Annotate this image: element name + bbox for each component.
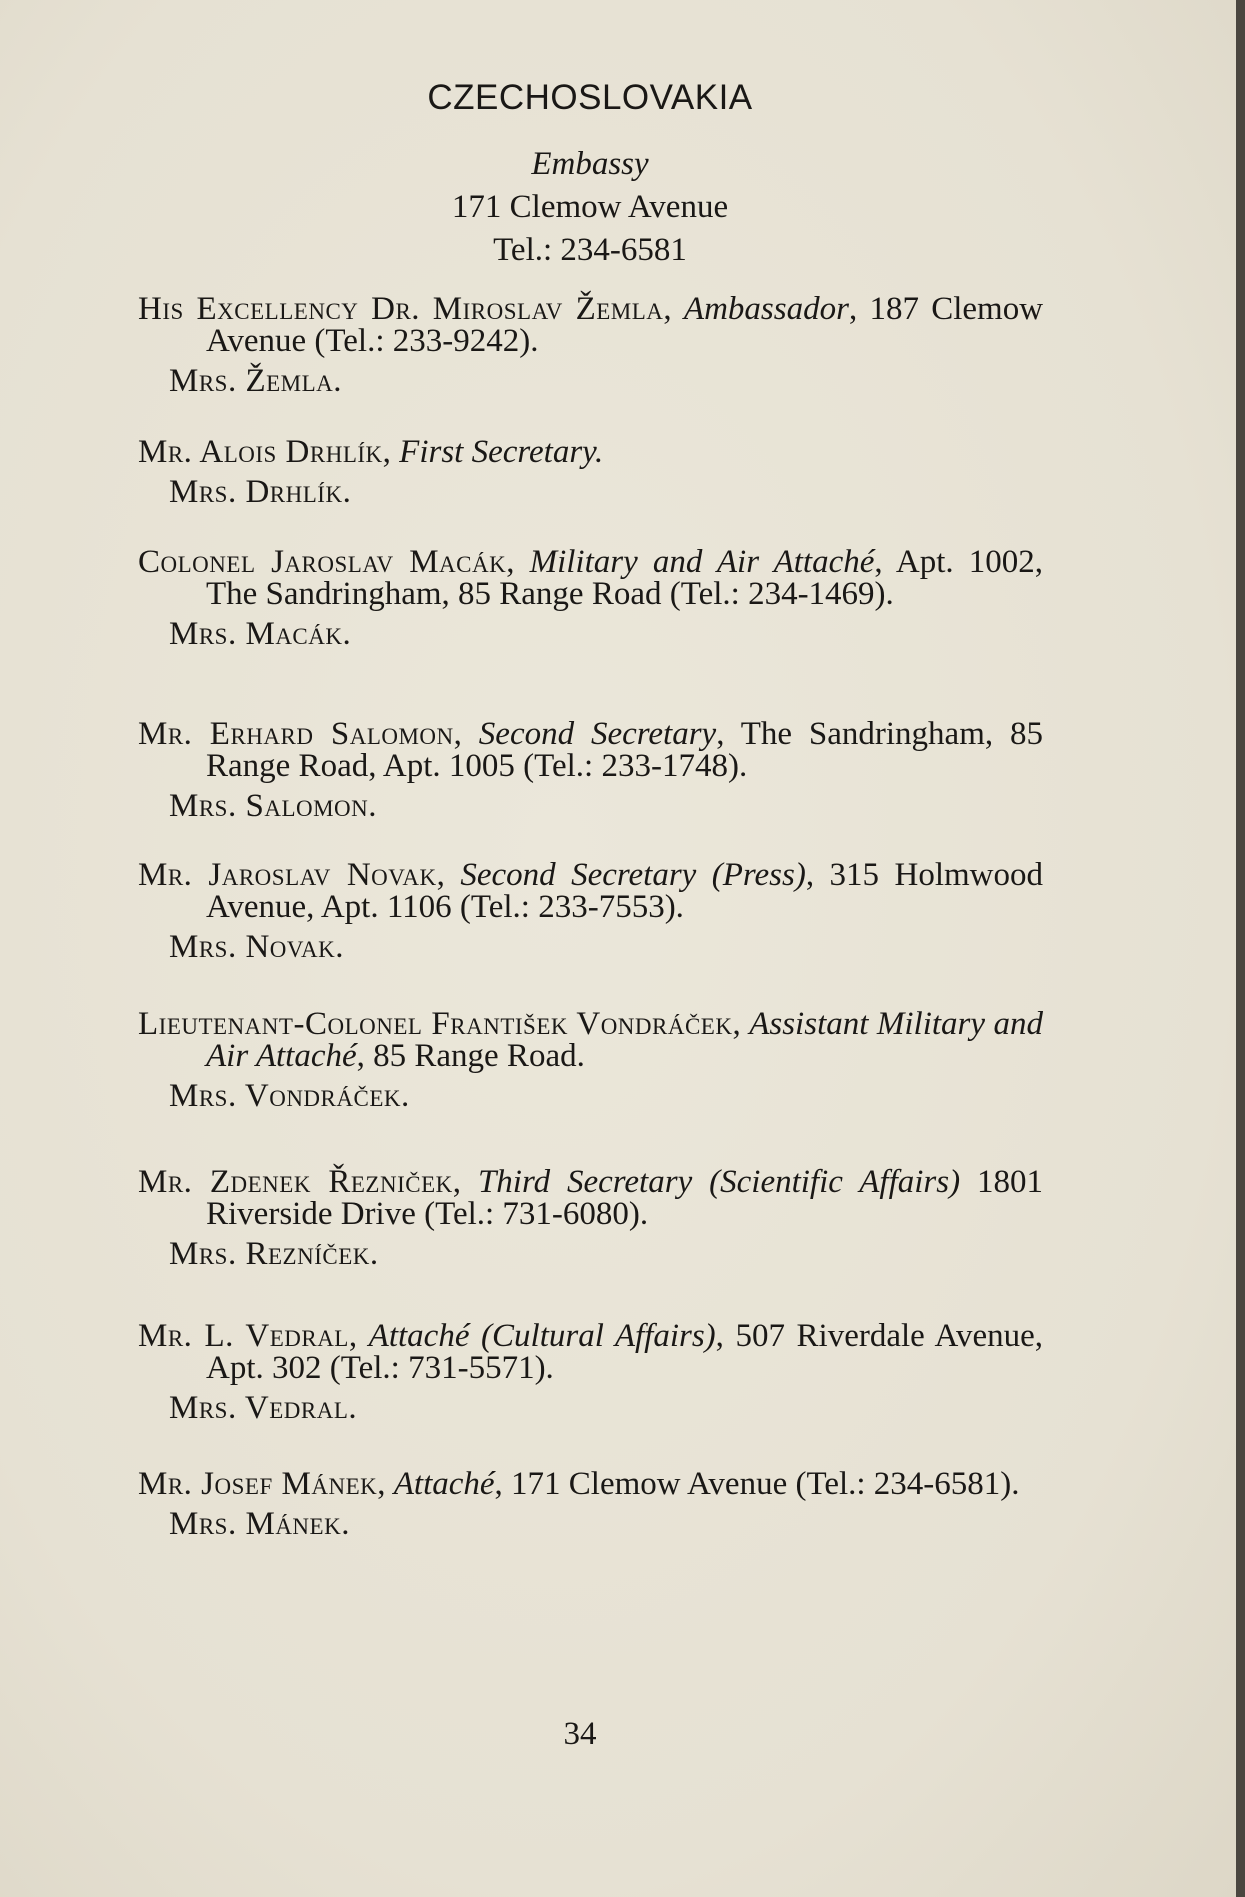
entry-spouse: Mrs. Salomon. <box>169 788 378 824</box>
entry-name: Lieutenant-Colonel František Vondráček <box>138 1006 733 1042</box>
entry-name: Mr. Jaroslav Novak <box>138 857 437 893</box>
entry-spouse: Mrs. Vondráček. <box>169 1078 410 1114</box>
entry-title: Third Secretary (Scientific Affairs) <box>477 1164 961 1200</box>
entry-details: 171 Clemow Avenue (Tel.: 234-6581). <box>511 1466 1020 1502</box>
entry-title: Second Secretary (Press) <box>460 857 806 893</box>
directory-entry <box>138 1320 1043 1424</box>
entry-spouse: Mrs. Rezníček. <box>169 1236 379 1272</box>
embassy-label: Embassy <box>531 146 649 182</box>
entry-main-text: Mr. L. Vedral, Attaché (Cultural Affairs), 507 Riverdale Avenue, Apt. 302 (Tel.: 731-5571). <box>138 1318 1043 1386</box>
entry-details: 1801 Riverside Drive (Tel.: 731-6080). <box>206 1164 1044 1232</box>
entry-spouse: Mrs. Drhlík. <box>169 474 352 510</box>
entry-name: Mr. Zdenek Řezniček <box>138 1164 453 1200</box>
entry-main-text: Lieutenant-Colonel František Vondráček, Assistant Military and Air Attaché, 85 Range Road. <box>138 1006 1044 1074</box>
entry-title: Ambassador <box>683 291 849 327</box>
directory-entry <box>138 718 1043 822</box>
entry-details: 507 Riverdale Avenue, Apt. 302 (Tel.: 731-5571). <box>206 1318 1043 1386</box>
entry-title: Attaché (Cultural Affairs) <box>368 1318 716 1354</box>
directory-entry <box>138 1468 1043 1540</box>
entry-main-text: Mr. Alois Drhlík, First Secretary. <box>138 434 604 470</box>
country-heading: CZECHOSLOVAKIA <box>427 78 753 117</box>
entry-title: Attaché <box>393 1466 495 1502</box>
entry-name: His Excellency Dr. Miroslav Žemla <box>138 291 664 327</box>
entry-name: Mr. Josef Mánek <box>138 1466 378 1502</box>
entry-main-text: Mr. Jaroslav Novak, Second Secretary (Press), 315 Holmwood Avenue, Apt. 1106 (Tel.: 233-7553). <box>138 857 1043 925</box>
directory-entry <box>138 293 1043 397</box>
directory-entry <box>138 436 1043 508</box>
entry-title: Second Secretary <box>478 716 717 752</box>
page-number: 34 <box>563 1716 597 1752</box>
directory-entry <box>138 546 1043 650</box>
entry-spouse: Mrs. Novak. <box>169 929 345 965</box>
entry-details: The Sandringham, 85 Range Road, Apt. 1005 (Tel.: 233-1748). <box>206 716 1044 784</box>
entry-main-text: Mr. Zdenek Řezniček, Third Secretary (Scientific Affairs) 1801 Riverside Drive (Tel.: 731-6080). <box>138 1164 1044 1232</box>
entry-details: 187 Clemow Avenue (Tel.: 233-9242). <box>206 291 1044 359</box>
entry-spouse: Mrs. Žemla. <box>169 363 343 399</box>
entry-details: 85 Range Road. <box>373 1038 585 1074</box>
entry-details: 315 Holmwood Avenue, Apt. 1106 (Tel.: 233-7553). <box>206 857 1043 925</box>
embassy-telephone: Tel.: 234-6581 <box>493 232 687 268</box>
embassy-info <box>0 143 1180 272</box>
entry-title: Military and Air Attaché <box>529 544 875 580</box>
entry-name: Mr. Erhard Salomon <box>138 716 454 752</box>
entry-name: Colonel Jaroslav Macák <box>138 544 507 580</box>
entry-main-text: His Excellency Dr. Miroslav Žemla, Ambassador, 187 Clemow Avenue (Tel.: 233-9242). <box>138 291 1044 359</box>
entry-name: Mr. L. Vedral <box>138 1318 349 1354</box>
entry-spouse: Mrs. Vedral. <box>169 1390 358 1426</box>
entry-main-text: Colonel Jaroslav Macák, Military and Air Attaché, Apt. 1002, The Sandringham, 85 Range Road (Tel.: 234-1469). <box>138 544 1044 612</box>
entry-spouse: Mrs. Mánek. <box>169 1506 350 1542</box>
directory-entry <box>138 859 1043 963</box>
entry-main-text: Mr. Erhard Salomon, Second Secretary, The Sandringham, 85 Range Road, Apt. 1005 (Tel.: 233-1748). <box>138 716 1044 784</box>
entry-spouse: Mrs. Macák. <box>169 616 352 652</box>
entry-name: Mr. Alois Drhlík <box>138 434 383 470</box>
entry-details: Apt. 1002, The Sandringham, 85 Range Road (Tel.: 234-1469). <box>206 544 1044 612</box>
directory-entry <box>138 1008 1043 1112</box>
entry-title: Assistant Military and Air Attaché <box>206 1006 1044 1074</box>
embassy-address: 171 Clemow Avenue <box>451 189 729 225</box>
entry-main-text: Mr. Josef Mánek, Attaché, 171 Clemow Avenue (Tel.: 234-6581). <box>138 1466 1020 1502</box>
page-edge-shadow <box>1236 0 1245 1897</box>
directory-entry <box>138 1166 1043 1270</box>
entry-title: First Secretary. <box>399 434 604 470</box>
